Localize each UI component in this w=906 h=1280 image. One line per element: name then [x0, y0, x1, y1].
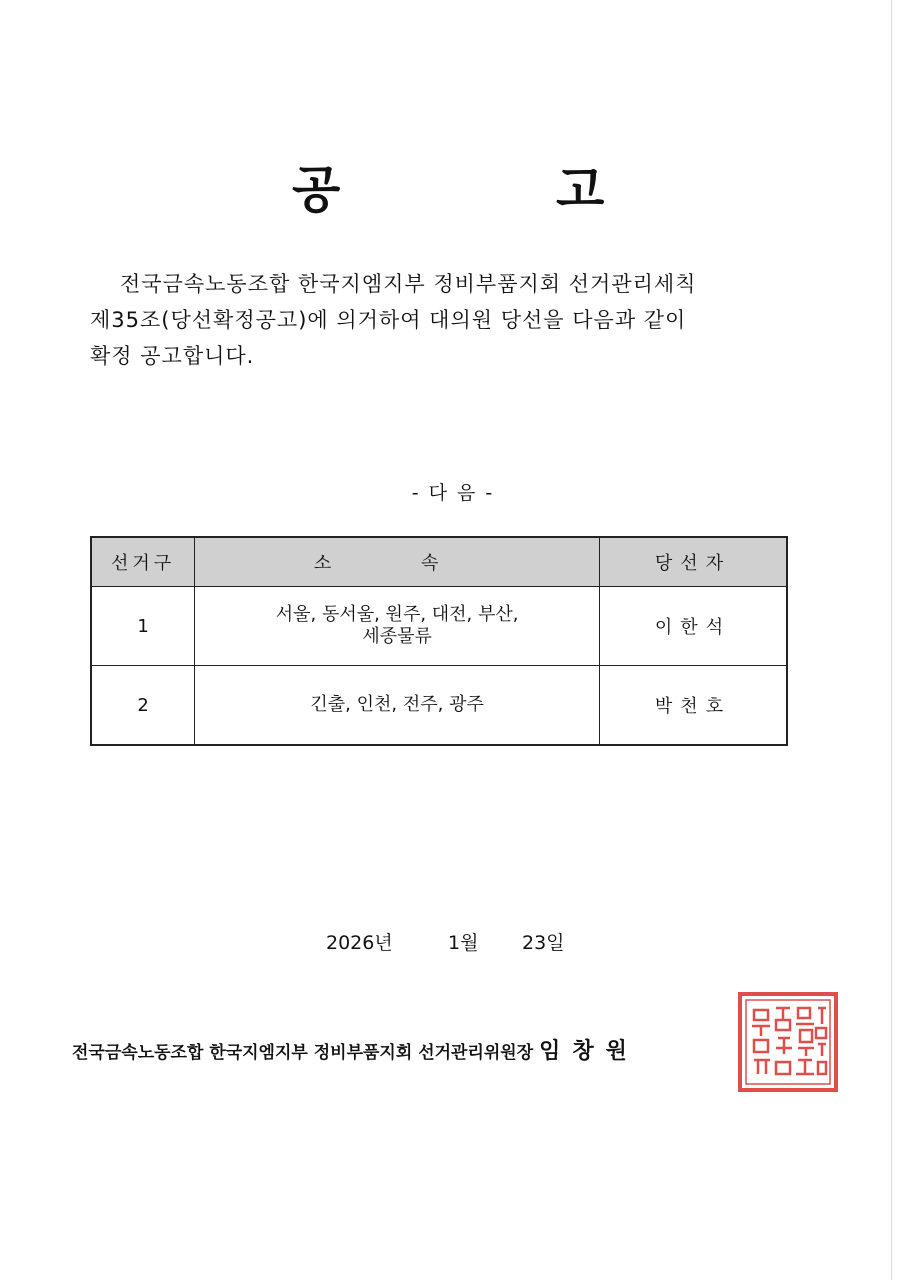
date-year: 2026년 [326, 932, 393, 954]
date-day: 23일 [522, 932, 565, 954]
title-char-2: 고 [556, 161, 607, 219]
winner-cell: 이한석 [600, 587, 787, 666]
header-district: 선거구 [91, 537, 195, 587]
body-line-2: 제35조(당선확정공고)에 의거하여 대의원 당선을 다음과 같이 [90, 308, 687, 332]
winner-cell: 박천호 [600, 666, 787, 746]
results-table [90, 536, 788, 746]
body-line-3: 확정 공고합니다. [90, 344, 255, 368]
body-line-1: 전국금속노동조합 한국지엠지부 정비부품지회 선거관리세칙 [120, 272, 697, 296]
document-title [0, 150, 906, 220]
header-affiliation: 소 속 [195, 537, 600, 587]
affiliation-cell [195, 587, 600, 666]
section-heading: - 다 음 - [411, 482, 495, 504]
signer-org: 전국금속노동조합 한국지엠지부 정비부품지회 선거관리위원장 [72, 1043, 534, 1063]
district-cell: 1 [91, 587, 195, 666]
table-header-row [91, 537, 787, 587]
table-row [91, 587, 787, 666]
affiliation-line: 긴출, 인천, 전주, 광주 [310, 694, 484, 715]
signer-name: 임창원 [539, 1039, 639, 1064]
table-row [91, 666, 787, 746]
announcement-body [90, 266, 802, 374]
affiliation-cell [195, 666, 600, 746]
signer-line [72, 1034, 639, 1065]
date-month: 1월 [448, 932, 479, 954]
affiliation-line: 세종물류 [362, 626, 432, 647]
district-cell: 2 [91, 666, 195, 746]
official-seal-icon [736, 990, 840, 1094]
title-char-1: 공 [292, 161, 343, 219]
header-winner: 당선자 [600, 537, 787, 587]
affiliation-line: 서울, 동서울, 원주, 대전, 부산, [275, 604, 519, 625]
